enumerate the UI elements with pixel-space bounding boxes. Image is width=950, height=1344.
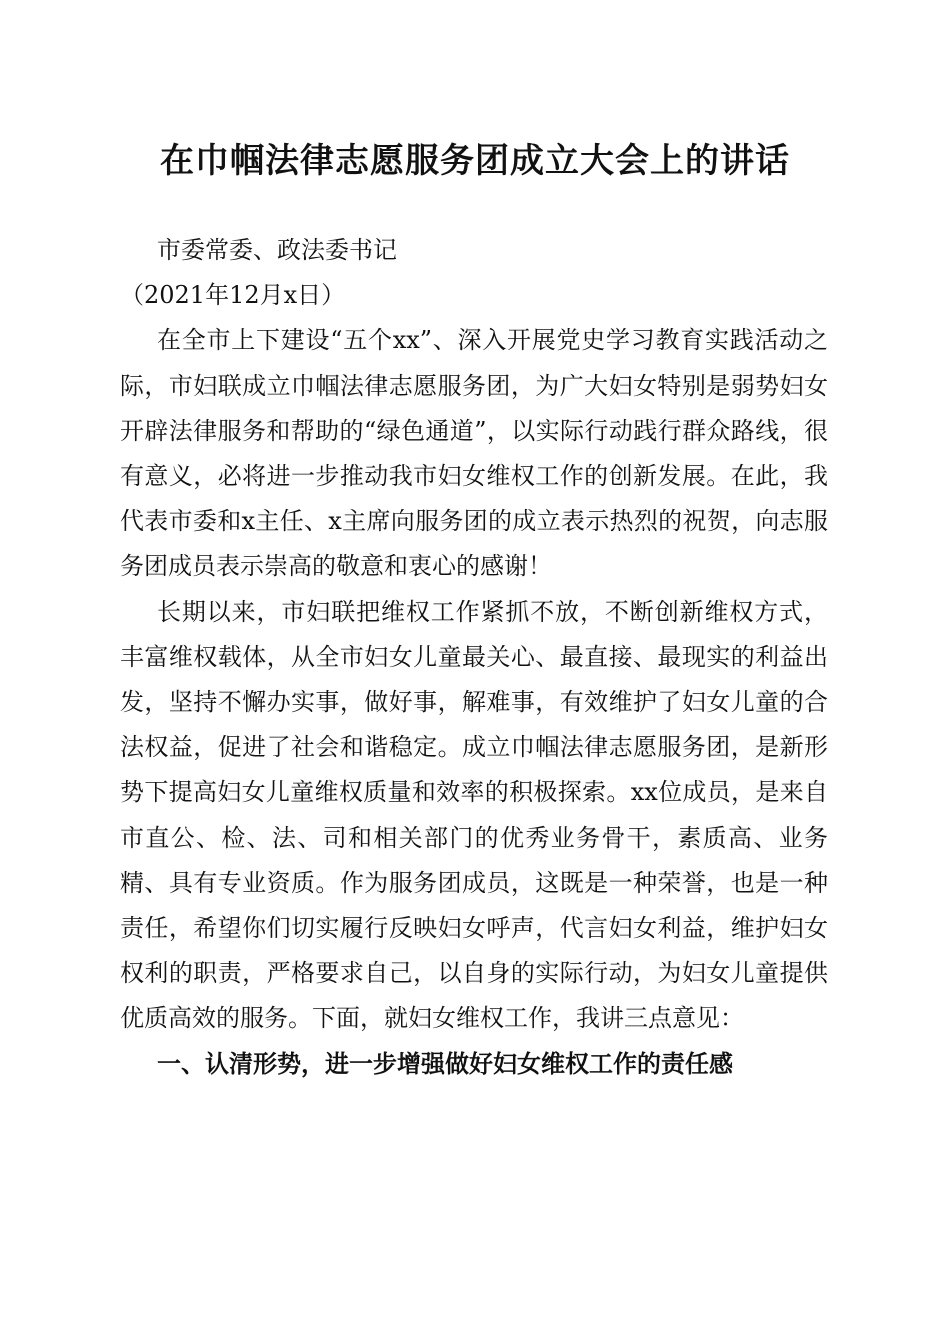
section-heading: 一、认清形势，进一步增强做好妇女维权工作的责任感	[157, 1049, 733, 1078]
date-line: （2021年12月x日）	[120, 281, 346, 310]
paragraph-1: 在全市上下建设“五个xx”、深入开展党史学习教育实践活动之际，市妇联成立巾帼法律志愿服务团，为广大妇女特别是弱势妇女开辟法律服务和帮助的“绿色通道”，以实际行动践行群众路线，很有意义，必将进一步推动我市妇女维权工作的创新发展。在此，我代表市委和x主任、x主席向服务团的成立表示热烈的祝贺，向志服务团成员表示崇高的敬意和衷心的感谢！	[120, 326, 828, 581]
document-title: 在巾帼法律志愿服务团成立大会上的讲话	[160, 141, 790, 181]
paragraph-2: 长期以来，市妇联把维权工作紧抓不放，不断创新维权方式，丰富维权载体，从全市妇女儿童最关心、最直接、最现实的利益出发，坚持不懈办实事，做好事，解难事，有效维护了妇女儿童的合法权益，促进了社会和谐稳定。成立巾帼法律志愿服务团，是新形势下提高妇女儿童维权质量和效率的积极探索。xx位成员，是来自市直公、检、法、司和相关部门的优秀业务骨干，素质高、业务精、具有专业资质。作为服务团成员，这既是一种荣誉，也是一种责任，希望你们切实履行反映妇女呼声，代言妇女利益，维护妇女权利的职责，严格要求自己，以自身的实际行动，为妇女儿童提供优质高效的服务。下面，就妇女维权工作，我讲三点意见：	[120, 597, 828, 1033]
document-body	[120, 228, 828, 1087]
author-line: 市委常委、政法委书记	[157, 236, 397, 264]
